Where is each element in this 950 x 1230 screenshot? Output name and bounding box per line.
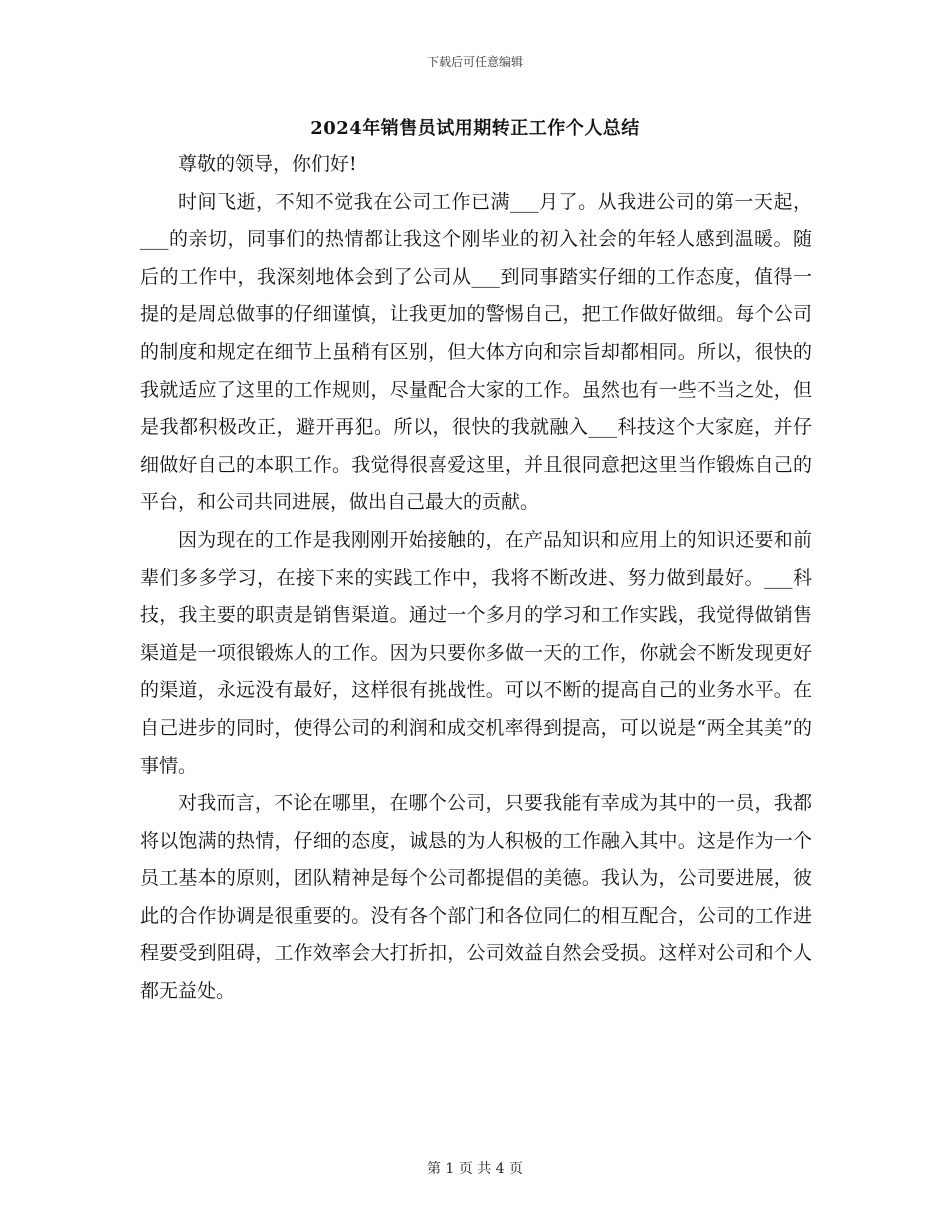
body-paragraph: 因为现在的工作是我刚刚开始接触的，在产品知识和应用上的知识还要和前辈们多多学习，在接下来的实践工作中，我将不断改进、努力做到最好。___科技，我主要的职责是销售渠道。通过一个多月的学习和工作实践，我觉得做销售渠道是一项很锻炼人的工作。因为只要你多做一天的工作，你就会不断发现更好的渠道，永远没有最好，这样很有挑战性。可以不断的提高自己的业务水平。在自己进步的同时，使得公司的利润和成交机率得到提高，可以说是“两全其美”的事情。 [140,528,812,777]
header-note: 下载后可任意编辑 [426,55,523,69]
document-body [140,146,812,1011]
body-paragraph: 时间飞逝，不知不觉我在公司工作已满___月了。从我进公司的第一天起，___的亲切，同事们的热情都让我这个刚毕业的初入社会的年轻人感到温暖。随后的工作中，我深刻地体会到了公司从___到同事踏实仔细的工作态度，值得一提的是周总做事的仔细谨慎，让我更加的警惕自己，把工作做好做细。每个公司的制度和规定在细节上虽稍有区别，但大体方向和宗旨却都相同。所以，很快的我就适应了这里的工作规则，尽量配合大家的工作。虽然也有一些不当之处，但是我都积极改正，避开再犯。所以，很快的我就融入___科技这个大家庭，并仔细做好自己的本职工作。我觉得很喜爱这里，并且很同意把这里当作锻炼自己的平台，和公司共同进展，做出自己最大的贡献。 [140,190,812,514]
body-paragraph: 对我而言，不论在哪里，在哪个公司，只要我能有幸成为其中的一员，我都将以饱满的热情，仔细的态度，诚恳的为人积极的工作融入其中。这是作为一个员工基本的原则，团队精神是每个公司都提倡的美德。我认为，公司要进展，彼此的合作协调是很重要的。没有各个部门和各位同仁的相互配合，公司的工作进程要受到阻碍，工作效率会大打折扣，公司效益自然会受损。这样对公司和个人都无益处。 [140,792,812,1003]
document-title: 2024年销售员试用期转正工作个人总结 [310,118,640,139]
page-number: 第 1 页 共 4 页 [426,1161,524,1177]
greeting-paragraph: 尊敬的领导，你们好! [178,153,357,175]
